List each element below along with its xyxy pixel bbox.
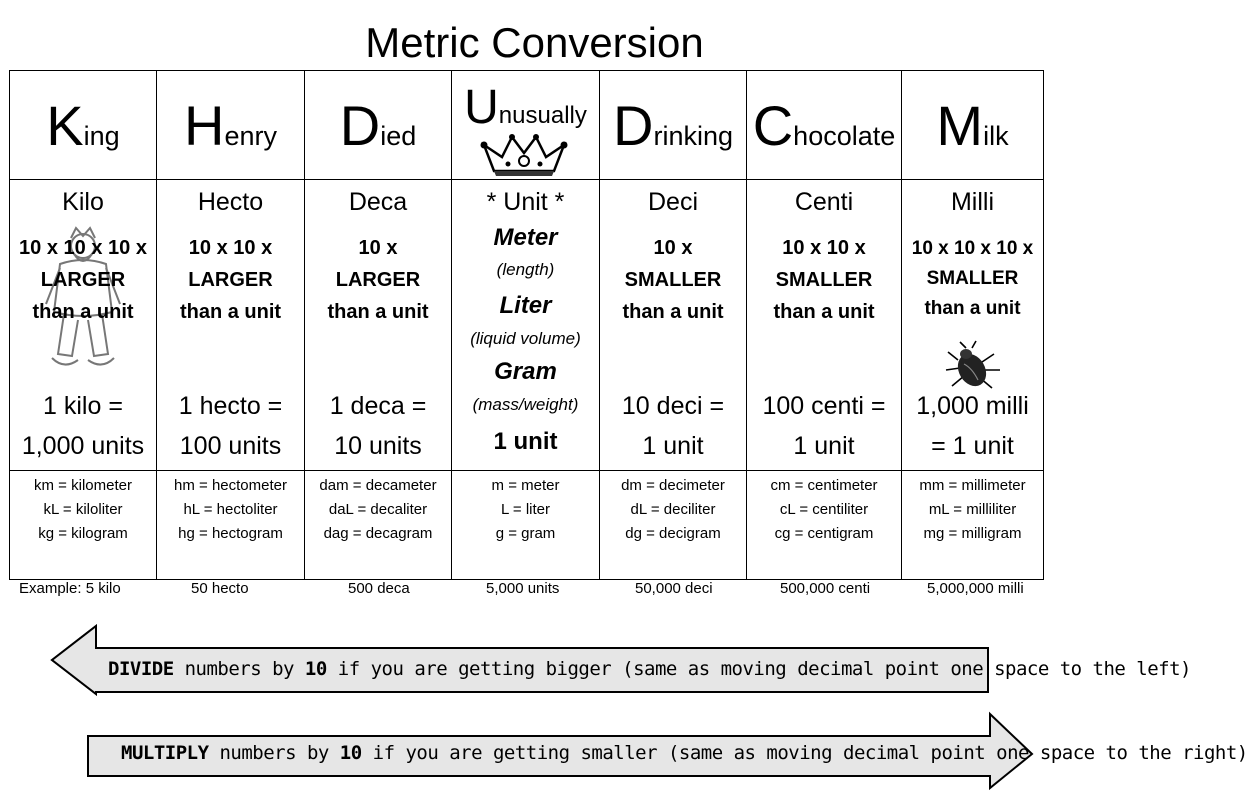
mnemonic-rest: enry [224,120,277,151]
prefix-cell-hecto [157,180,305,471]
prefix-label: Deci [647,188,698,216]
multiplier-line: than a unit [773,301,875,323]
abbreviation-row [10,471,1044,580]
prefix-cell-deci [600,180,747,471]
abbr-line: cm = centimeter [770,477,878,494]
rule-text: if you are getting bigger (same as moving decimal point one space to the left) [326,658,1191,680]
mnemonic-initial: K [46,93,84,157]
example-unit: 5,000 units [486,580,560,597]
multiplier-line: SMALLER [775,269,873,291]
abbr-line: hg = hectogram [178,525,283,542]
abbr-line: cg = centigram [774,525,874,542]
multiplier-line: SMALLER [926,268,1019,289]
prefix-label: * Unit * [486,188,565,216]
equivalence-line: 1 deca = [329,392,427,420]
equivalence-line: 100 centi = [762,392,886,420]
mnemonic-rest: rinking [653,120,733,151]
prefix-label: Centi [794,188,854,216]
multiplier-text [157,232,304,336]
mnemonic-unusually [452,71,600,180]
multiplier-line: LARGER [40,269,126,291]
mnemonic-rest: nusually [498,101,587,129]
rule-text: numbers by [173,658,305,680]
multiplier-line: SMALLER [624,269,722,291]
mnemonic-drinking [600,71,747,180]
abbr-line: daL = decaliter [328,501,428,518]
rule-text: numbers by [208,742,340,764]
divide-rule [108,658,1191,680]
mnemonic-chocolate [747,71,902,180]
abbr-cell-deca [305,471,452,580]
equivalence-text [902,386,1043,466]
conversion-table [9,70,1044,580]
multiplier-text [600,232,746,336]
multiplier-line: 10 x 10 x 10 x [19,237,147,259]
example-hecto: 50 hecto [191,580,249,597]
mnemonic-rest: hocolate [793,120,896,151]
prefix-label: Milli [950,188,995,216]
page-title: Metric Conversion [365,19,704,66]
multiplier-line: 10 x [653,237,693,259]
abbr-line: L = liter [500,501,551,518]
multiplier-line: LARGER [335,269,421,291]
abbr-line: mL = milliliter [928,501,1017,518]
equivalence-line: 1 kilo = [43,392,123,420]
example-milli: 5,000,000 milli [927,580,1024,597]
abbr-line: dam = decameter [319,477,437,494]
unit-one: 1 unit [493,428,558,455]
example-kilo: Example: 5 kilo [19,580,121,597]
equivalence-line: 10 deci = [621,392,725,420]
abbr-line: m = meter [491,477,560,494]
equivalence-text [600,386,746,466]
equivalence-line: 1 unit [642,432,704,460]
mnemonic-milk [902,71,1044,180]
prefix-label: Kilo [62,188,104,216]
abbr-line: g = gram [495,525,556,542]
unit-liter: Liter [499,292,552,319]
unit-desc: (length) [496,260,555,279]
abbr-line: dg = decigram [625,525,721,542]
abbr-line: dL = deciliter [630,501,716,518]
example-deca: 500 deca [348,580,410,597]
multiplier-line: than a unit [179,301,282,323]
abbr-cell-kilo [10,471,157,580]
multiplier-text [305,232,451,336]
mnemonic-henry [157,71,305,180]
multiplier-line: 10 x 10 x [782,237,866,259]
mnemonic-rest: ing [83,120,120,151]
multiplier-line: than a unit [924,298,1021,319]
prefix-cell-milli [902,180,1044,471]
mnemonic-initial: M [936,93,984,157]
abbr-line: dm = decimeter [621,477,725,494]
equivalence-line: 1 hecto = [178,392,283,420]
equivalence-line: 1 unit [793,432,855,460]
abbr-cell-milli [902,471,1044,580]
equivalence-text [305,386,451,466]
rule-number: 10 [339,742,362,764]
rule-number: 10 [304,658,327,680]
mnemonic-died [305,71,452,180]
mnemonic-initial: H [184,93,225,157]
equivalence-line: 10 units [334,432,422,460]
unit-gram: Gram [494,358,557,385]
multiplier-text [902,234,1043,338]
divide-keyword: DIVIDE [108,658,174,680]
prefix-cell-kilo [10,180,157,471]
multiply-rule [121,742,1248,764]
multiplier-text [747,232,901,336]
abbr-line: km = kilometer [34,477,132,494]
prefix-cell-deca [305,180,452,471]
abbr-cell-unit [452,471,600,580]
equivalence-line: 1,000 milli [916,392,1029,420]
equivalence-line: = 1 unit [931,432,1014,460]
abbr-line: hL = hectoliter [183,501,278,518]
abbr-line: dag = decagram [323,525,433,542]
prefix-label: Deca [348,188,408,216]
abbr-cell-centi [747,471,902,580]
equivalence-line: 1,000 units [21,432,145,460]
abbr-line: hm = hectometer [174,477,287,494]
abbr-line: mm = millimeter [919,477,1026,494]
abbr-line: cL = centiliter [779,501,869,518]
prefix-cell-centi [747,180,902,471]
abbr-cell-deci [600,471,747,580]
abbr-line: mg = milligram [923,525,1022,542]
abbr-line: kg = kilogram [38,525,128,542]
multiplier-line: 10 x [358,237,398,259]
multiply-keyword: MULTIPLY [121,742,209,764]
multiplier-line: LARGER [188,269,273,291]
mnemonic-row [10,71,1044,180]
prefix-label: Hecto [197,188,264,216]
mnemonic-king [10,71,157,180]
abbr-line: kL = kiloliter [43,501,123,518]
multiplier-line: than a unit [327,301,429,323]
mnemonic-rest: ilk [983,120,1009,151]
mnemonic-initial: C [752,93,794,157]
prefix-row [10,180,1044,471]
abbr-cell-hecto [157,471,305,580]
unit-desc: (mass/weight) [472,395,579,414]
unit-desc: (liquid volume) [470,329,581,348]
multiplier-line: 10 x 10 x [188,237,273,259]
equivalence-text [10,386,156,466]
unit-meter: Meter [493,224,558,251]
equivalence-line: 100 units [179,432,282,460]
multiplier-text [10,232,156,336]
prefix-cell-unit [452,180,600,471]
mnemonic-rest: ied [380,120,417,151]
mnemonic-initial: D [339,93,381,157]
example-deci: 50,000 deci [635,580,713,597]
mnemonic-initial: D [613,93,654,157]
crown-icon [480,131,568,177]
equivalence-text [747,386,901,466]
equivalence-text [157,386,304,466]
multiplier-line: than a unit [32,301,134,323]
multiplier-line: than a unit [622,301,724,323]
example-centi: 500,000 centi [780,580,871,597]
multiplier-line: 10 x 10 x 10 x [911,238,1034,259]
rule-text: if you are getting smaller (same as moving decimal point one space to the right) [361,742,1248,764]
mnemonic-initial: U [464,80,499,134]
